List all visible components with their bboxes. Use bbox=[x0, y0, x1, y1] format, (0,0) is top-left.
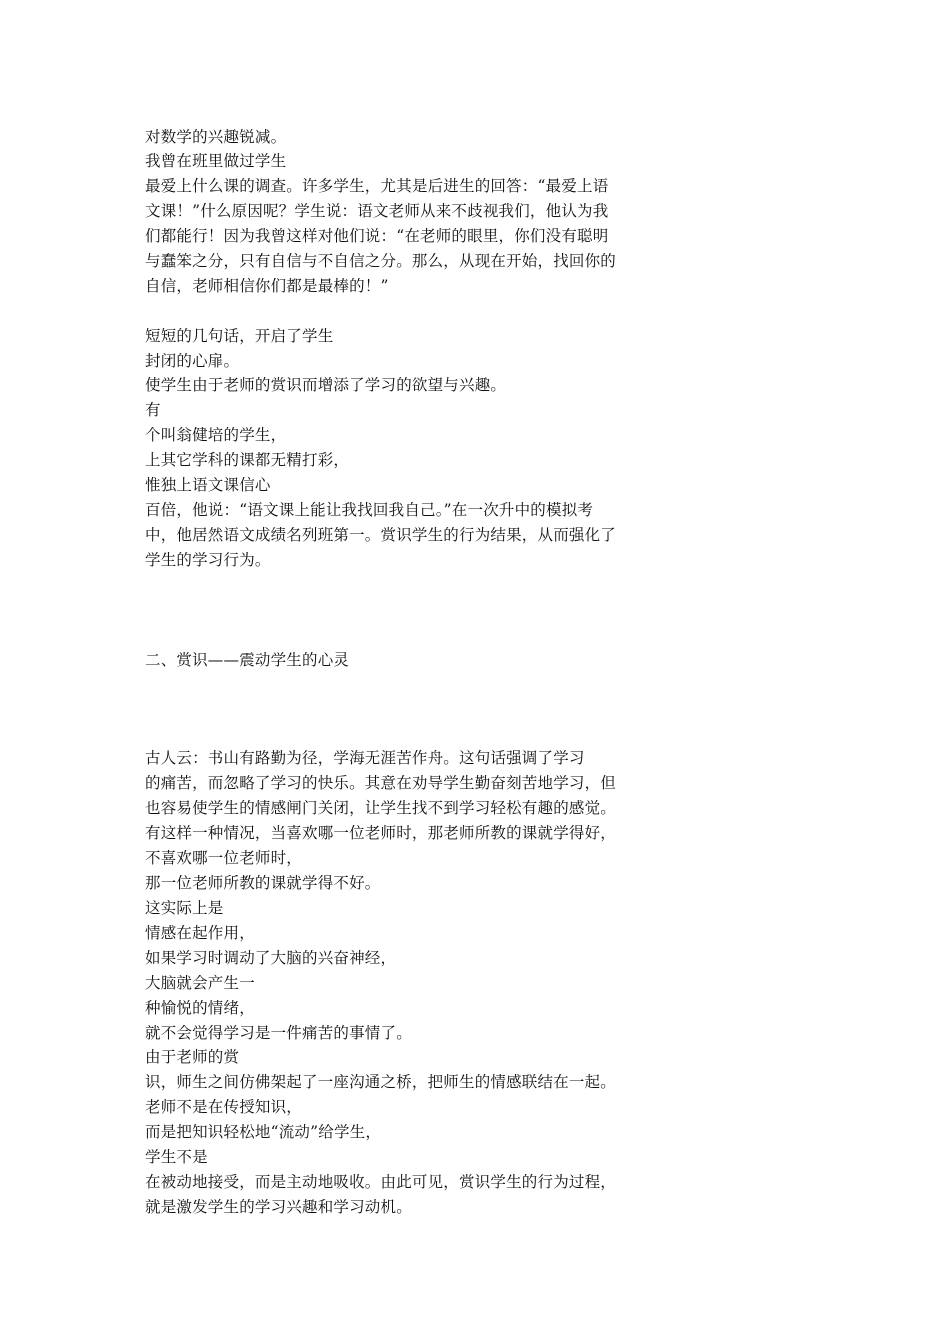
text-line: 不喜欢哪一位老师时， bbox=[145, 849, 303, 867]
text-line: 在被动地接受，而是主动地吸收。由此可见，赏识学生的行为过程， bbox=[145, 1173, 617, 1191]
text-line: 与蠢笨之分，只有自信与不自信之分。那么，从现在开始，找回你的 bbox=[145, 252, 617, 270]
text-line: 文课！”什么原因呢？学生说：语文老师从来不歧视我们，他认为我 bbox=[145, 202, 609, 220]
text-line: 也容易使学生的情感闸门关闭，让学生找不到学习轻松有趣的感觉。 bbox=[145, 799, 617, 817]
text-line: 百倍，他说：“语文课上能让我找回我自己。”在一次升中的模拟考 bbox=[145, 501, 594, 519]
text-line: 个叫翁健培的学生， bbox=[145, 426, 287, 444]
text-line: 学生的学习行为。 bbox=[145, 551, 271, 569]
text-line: 老师不是在传授知识， bbox=[145, 1098, 303, 1116]
text-line: 有 bbox=[145, 401, 161, 419]
text-line: 而是把知识轻松地“流动”给学生， bbox=[145, 1123, 382, 1141]
text-line: 就不会觉得学习是一件痛苦的事情了。 bbox=[145, 1024, 412, 1042]
text-line: 如果学习时调动了大脑的兴奋神经， bbox=[145, 949, 397, 967]
text-line: 对数学的兴趣锐减。 bbox=[145, 128, 287, 146]
text-line: 由于老师的赏 bbox=[145, 1048, 240, 1066]
text-line: 那一位老师所教的课就学得不好。 bbox=[145, 874, 381, 892]
text-line: 上其它学科的课都无精打彩， bbox=[145, 451, 350, 469]
text-line: 学生不是 bbox=[145, 1148, 208, 1166]
text-line: 这实际上是 bbox=[145, 899, 224, 917]
text-line: 古人云：书山有路勤为径，学海无涯苦作舟。这句话强调了学习 bbox=[145, 749, 585, 767]
text-line: 自信，老师相信你们都是最棒的！” bbox=[145, 277, 389, 295]
text-line: 大脑就会产生一 bbox=[145, 974, 255, 992]
text-line: 中，他居然语文成绩名列班第一。赏识学生的行为结果，从而强化了 bbox=[145, 526, 617, 544]
section-heading: 二、赏识——震动学生的心灵 bbox=[145, 651, 350, 669]
text-line: 们都能行！因为我曾这样对他们说：“在老师的眼里，你们没有聪明 bbox=[145, 227, 609, 245]
text-line: 最爱上什么课的调查。许多学生，尤其是后进生的回答：“最爱上语 bbox=[145, 177, 609, 195]
text-line: 我曾在班里做过学生 bbox=[145, 152, 287, 170]
text-line: 情感在起作用， bbox=[145, 924, 255, 942]
text-line: 有这样一种情况，当喜欢哪一位老师时，那老师所教的课就学得好， bbox=[145, 824, 617, 842]
text-line: 使学生由于老师的赏识而增添了学习的欲望与兴趣。 bbox=[145, 376, 507, 394]
text-line: 封闭的心扉。 bbox=[145, 352, 240, 370]
text-line: 种愉悦的情绪， bbox=[145, 999, 255, 1017]
text-line: 的痛苦，而忽略了学习的快乐。其意在劝导学生勤奋刻苦地学习，但 bbox=[145, 774, 617, 792]
text-line: 识，师生之间仿佛架起了一座沟通之桥，把师生的情感联结在一起。 bbox=[145, 1073, 617, 1091]
text-line: 就是激发学生的学习兴趣和学习动机。 bbox=[145, 1198, 412, 1216]
text-line: 短短的几句话，开启了学生 bbox=[145, 327, 334, 345]
text-line: 惟独上语文课信心 bbox=[145, 476, 271, 494]
